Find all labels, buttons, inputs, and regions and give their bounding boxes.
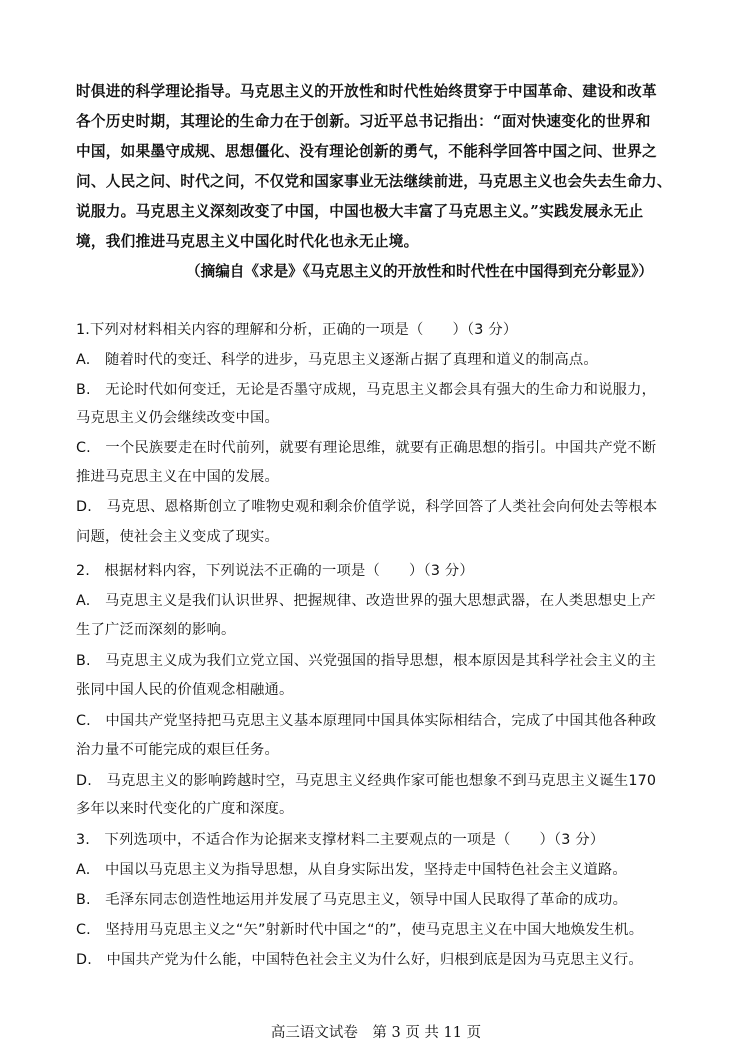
option-c: C. 中国共产党坚持把马克思主义基本原理同中国具体实际相结合，完成了中国其他各种政	[76, 713, 657, 729]
option-b: B. 无论时代如何变迁，无论是否墨守成规，马克思主义都会具有强大的生命力和说服力，	[76, 382, 657, 398]
option-d: D. 中国共产党为什么能，中国特色社会主义为什么好，归根到底是因为马克思主义行。	[76, 952, 643, 968]
option-c-cont: 推进马克思主义在中国的发展。	[76, 469, 279, 485]
option-a: A. 随着时代的变迁、科学的进步，马克思主义逐渐占据了真理和道义的制高点。	[76, 352, 598, 368]
option-c-cont: 治力量不可能完成的艰巨任务。	[76, 742, 279, 758]
option-d-cont: 多年以来时代变化的广度和深度。	[76, 801, 294, 817]
option-b-cont: 张同中国人民的价值观念相融通。	[76, 682, 294, 698]
passage-line: 时俱进的科学理论指导。马克思主义的开放性和时代性始终贯穿于中国革命、建设和改革	[76, 83, 657, 100]
option-d: D. 马克思、恩格斯创立了唯物史观和剩余价值学说，科学回答了人类社会向何处去等根本	[76, 499, 658, 515]
question-stem: 2. 根据材料内容，下列说法不正确的一项是（ ）（3 分）	[76, 563, 474, 579]
passage-line: 中国，如果墨守成规、思想僵化、没有理论创新的勇气，不能科学回答中国之问、世界之	[76, 143, 657, 160]
question-stem: 3. 下列选项中，不适合作为论据来支撑材料二主要观点的一项是（ ）（3 分）	[76, 832, 605, 848]
passage-source: （摘编自《求是》《马克思主义的开放性和时代性在中国得到充分彰显》）	[186, 263, 653, 280]
option-c: C. 一个民族要走在时代前列，就要有理论思维，就要有正确思想的指引。中国共产党不断	[76, 440, 657, 456]
option-b-cont: 马克思主义仍会继续改变中国。	[76, 410, 279, 426]
option-a: A. 中国以马克思主义为指导思想，从自身实际出发，坚持走中国特色社会主义道路。	[76, 862, 627, 878]
page-footer: 高三语文试卷 第 3 页 共 11 页	[270, 1025, 482, 1041]
option-c: C. 坚持用马克思主义之“矢”射新时代中国之“的”，使马克思主义在中国大地焕发生机。	[76, 922, 644, 938]
option-b: B. 毛泽东同志创造性地运用并发展了马克思主义，领导中国人民取得了革命的成功。	[76, 892, 628, 908]
passage-line: 境，我们推进马克思主义中国化时代化也永无止境。	[76, 233, 419, 250]
option-d-cont: 问题，使社会主义变成了现实。	[76, 529, 279, 545]
option-b: B. 马克思主义成为我们立党立国、兴党强国的指导思想，根本原因是其科学社会主义的主	[76, 653, 657, 669]
passage-line: 说服力。马克思主义深刻改变了中国，中国也极大丰富了马克思主义。”实践发展永无止	[76, 203, 644, 220]
option-d: D. 马克思主义的影响跨越时空，马克思主义经典作家可能也想象不到马克思主义诞生170	[76, 773, 657, 789]
passage-line: 问、人民之问、时代之问，不仅党和国家事业无法继续前进，马克思主义也会失去生命力、	[76, 173, 672, 190]
option-a: A. 马克思主义是我们认识世界、把握规律、改造世界的强大思想武器，在人类思想史上产	[76, 593, 656, 609]
passage-line: 各个历史时期，其理论的生命力在于创新。习近平总书记指出：“面对快速变化的世界和	[76, 113, 651, 130]
question-stem: 1.下列对材料相关内容的理解和分析，正确的一项是（ ）（3 分）	[76, 322, 518, 338]
option-a-cont: 生了广泛而深刻的影响。	[76, 622, 236, 638]
